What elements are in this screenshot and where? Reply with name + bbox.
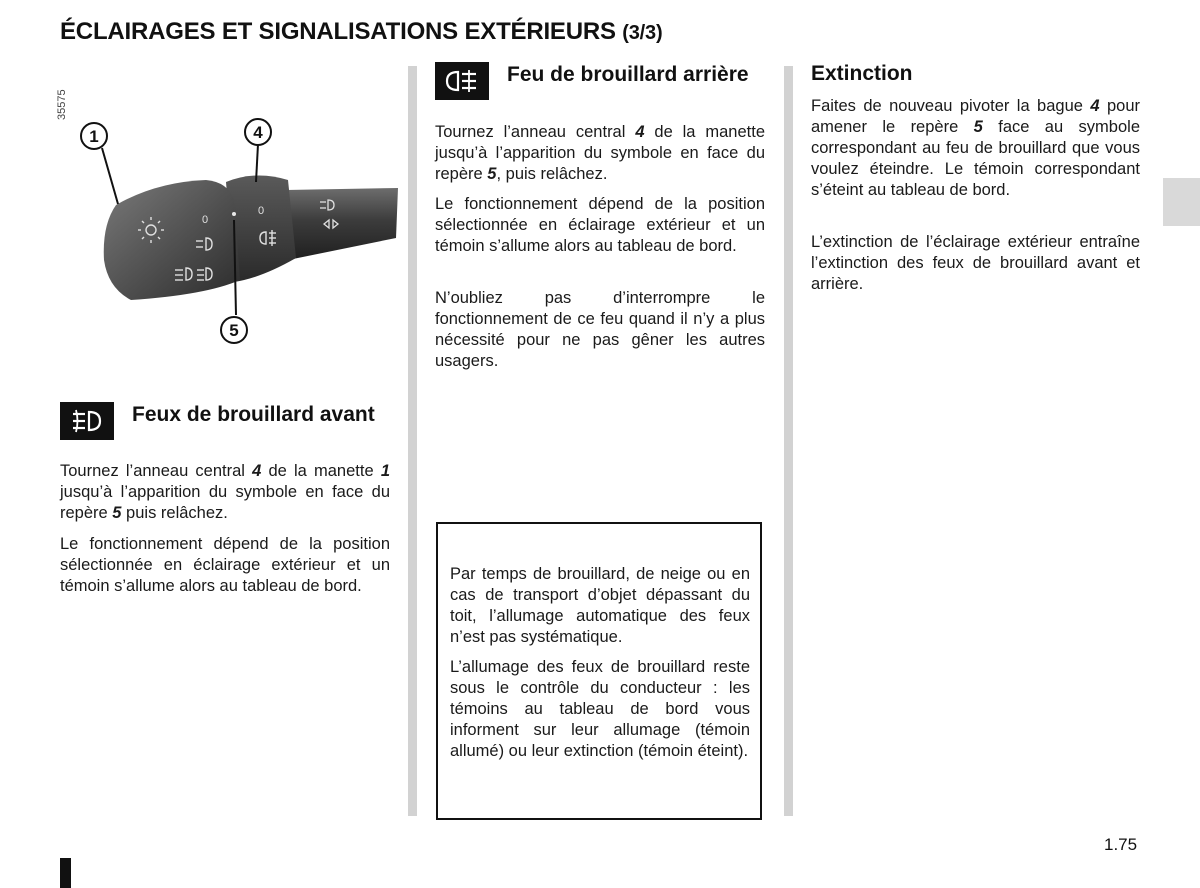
rear-fog-paragraph-3: N’oubliez pas d’interrompre le fonctionnement de ce feu quand il n’y a plus nécessité pour ne pas gêner les autres usagers. [435, 289, 765, 370]
section-tab [1163, 178, 1200, 226]
callout-1 [81, 123, 107, 149]
callout-5 [221, 317, 247, 343]
callout-4 [245, 119, 271, 145]
rear-fog-title: Feu de brouillard arrière [507, 63, 749, 86]
rear-fog-paragraph-2: Le fonctionnement dépend de la position sélectionnée en éclairage extérieur et un témoin s’allume alors au tableau de bord. [435, 195, 765, 255]
ring-position-zero: 0 [258, 205, 265, 217]
front-fog-light-icon [60, 402, 114, 440]
light-stalk-illustration [56, 110, 406, 355]
page-title [60, 18, 662, 46]
callout-4-label: 4 [253, 123, 263, 142]
front-fog-paragraph-1: Tournez l’anneau central 4 de la manette 1 jusqu’à l’apparition du symbole en face du repère 5 puis relâchez. [60, 462, 390, 522]
page-title-text: ÉCLAIRAGES ET SIGNALISATIONS EXTÉRIEURS [60, 18, 616, 45]
front-fog-title: Feux de brouillard avant [132, 403, 375, 426]
warning-paragraph-1: Par temps de brouillard, de neige ou en cas de transport d’objet dépassant du toit, l’allumage automatique des feux n’est pas systématique. [450, 565, 750, 646]
stalk-tip [104, 180, 240, 300]
tip-position-zero: 0 [202, 214, 209, 226]
warning-box [436, 522, 762, 820]
column-divider-left [408, 66, 417, 816]
front-fog-header [60, 402, 395, 440]
warning-paragraph-2: L’allumage des feux de brouillard reste sous le contrôle du conducteur : les témoins au tableau de bord vous informent sur leur allumage (témoin allumé) ou leur extinction (témoin éteint). [450, 658, 750, 760]
stalk-arm [286, 188, 398, 260]
callout-5-label: 5 [229, 321, 239, 340]
front-fog-paragraph-2: Le fonctionnement dépend de la position sélectionnée en éclairage extérieur et un témoin s’allume alors au tableau de bord. [60, 535, 390, 595]
callout-1-label: 1 [89, 127, 99, 146]
page-edge-marker [60, 858, 71, 888]
extinction-title: Extinction [811, 62, 913, 85]
extinction-paragraph-1: Faites de nouveau pivoter la bague 4 pour amener le repère 5 face au symbole correspondant au feu de brouillard que vous voulez éteindre. Le témoin correspondant s’éteint au tableau de bord. [811, 97, 1140, 199]
figure-reference-number: 35575 [56, 89, 68, 120]
rear-fog-light-icon [435, 62, 489, 100]
rear-fog-paragraph-1: Tournez l’anneau central 4 de la manette jusqu’à l’apparition du symbole en face du repère 5, puis relâchez. [435, 123, 765, 183]
page-title-suffix: (3/3) [622, 22, 663, 44]
ring-marker-5 [232, 212, 236, 216]
extinction-paragraph-2: L’extinction de l’éclairage extérieur entraîne l’extinction des feux de brouillard avant et arrière. [811, 233, 1140, 293]
page-number: 1.75 [1104, 835, 1138, 854]
rear-fog-header [435, 62, 765, 100]
column-divider-right [784, 66, 793, 816]
